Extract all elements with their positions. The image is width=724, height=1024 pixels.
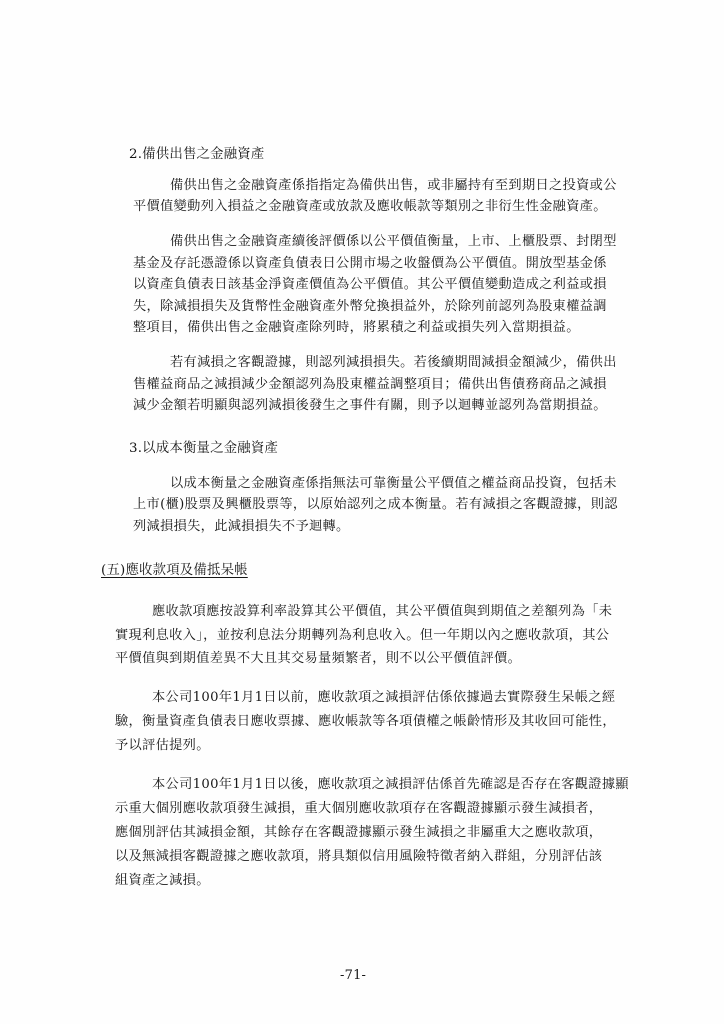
paragraph-line: 本公司100年1月1日以前，應收款項之減損評估係依據過去實際發生呆帳之經 bbox=[152, 690, 616, 705]
paragraph-line: 若有減損之客觀證據，則認列減損損失。若後續期間減損金額減少，備供出 bbox=[170, 355, 617, 370]
page-number: -71- bbox=[340, 968, 367, 983]
subsection-3-heading: 3.以成本衡量之金融資產 bbox=[129, 441, 279, 456]
paragraph-line: 本公司100年1月1日以後，應收款項之減損評估係首先確認是否存在客觀證據顯 bbox=[152, 777, 629, 792]
paragraph-line: 失，除減損損失及貨幣性金融資產外幣兌換損益外，於除列前認列為股東權益調 bbox=[133, 299, 607, 314]
paragraph-line: 以成本衡量之金融資產係指無法可靠衡量公平價值之權益商品投資，包括未 bbox=[170, 476, 617, 491]
paragraph-line: 實現利息收入」，並按利息法分期轉列為利息收入。但一年期以內之應收款項，其公 bbox=[115, 628, 610, 643]
paragraph-line: 應個別評估其減損金額，其餘存在客觀證據顯示發生減損之非屬重大之應收款項， bbox=[115, 825, 603, 840]
paragraph-line: 予以評估提列。 bbox=[115, 738, 210, 753]
paragraph-line: 平價值與到期值差異不大且其交易量頻繁者，則不以公平價值評價。 bbox=[115, 651, 522, 666]
paragraph-line: 基金及存託憑證係以資產負債表日公開市場之收盤價為公平價值。開放型基金係 bbox=[133, 256, 607, 271]
paragraph-line: 應收款項應按設算利率設算其公平價值，其公平價值與到期值之差額列為「未 bbox=[152, 604, 613, 619]
paragraph-line: 組資產之減損。 bbox=[115, 873, 210, 888]
paragraph-line: 減少金額若明顯與認列減損後發生之事件有關，則予以迴轉並認列為當期損益。 bbox=[133, 398, 607, 413]
paragraph-line: 驗，衡量資產負債表日應收票據、應收帳款等各項債權之帳齡情形及其收回可能性， bbox=[115, 714, 616, 729]
paragraph-line: 上市(櫃)股票及興櫃股票等，以原始認列之成本衡量。若有減損之客觀證據，則認 bbox=[133, 497, 618, 512]
paragraph-line: 列減損損失，此減損損失不予迴轉。 bbox=[133, 519, 350, 534]
paragraph-line: 備供出售之金融資產續後評價係以公平價值衡量，上市、上櫃股票、封閉型 bbox=[170, 234, 617, 249]
paragraph-line: 以資產負債表日該基金淨資產價值為公平價值。其公平價值變動造成之利益或損 bbox=[133, 277, 607, 292]
paragraph-line: 平價值變動列入損益之金融資產或放款及應收帳款等類別之非衍生性金融資產。 bbox=[133, 199, 607, 214]
paragraph-line: 示重大個別應收款項發生減損，重大個別應收款項存在客觀證據顯示發生減損者， bbox=[115, 801, 603, 816]
section-5-heading: (五)應收款項及備抵呆帳 bbox=[101, 563, 248, 578]
subsection-2-heading: 2.備供出售之金融資產 bbox=[129, 147, 265, 162]
paragraph-line: 整項目，備供出售之金融資產除列時，將累積之利益或損失列入當期損益。 bbox=[133, 320, 580, 335]
paragraph-line: 以及無減損客觀證據之應收款項，將具類似信用風險特徵者納入群組，分別評估該 bbox=[115, 849, 603, 864]
paragraph-line: 備供出售之金融資產係指指定為備供出售，或非屬持有至到期日之投資或公 bbox=[170, 178, 617, 193]
paragraph-line: 售權益商品之減損減少金額認列為股東權益調整項目；備供出售債務商品之減損 bbox=[133, 377, 607, 392]
